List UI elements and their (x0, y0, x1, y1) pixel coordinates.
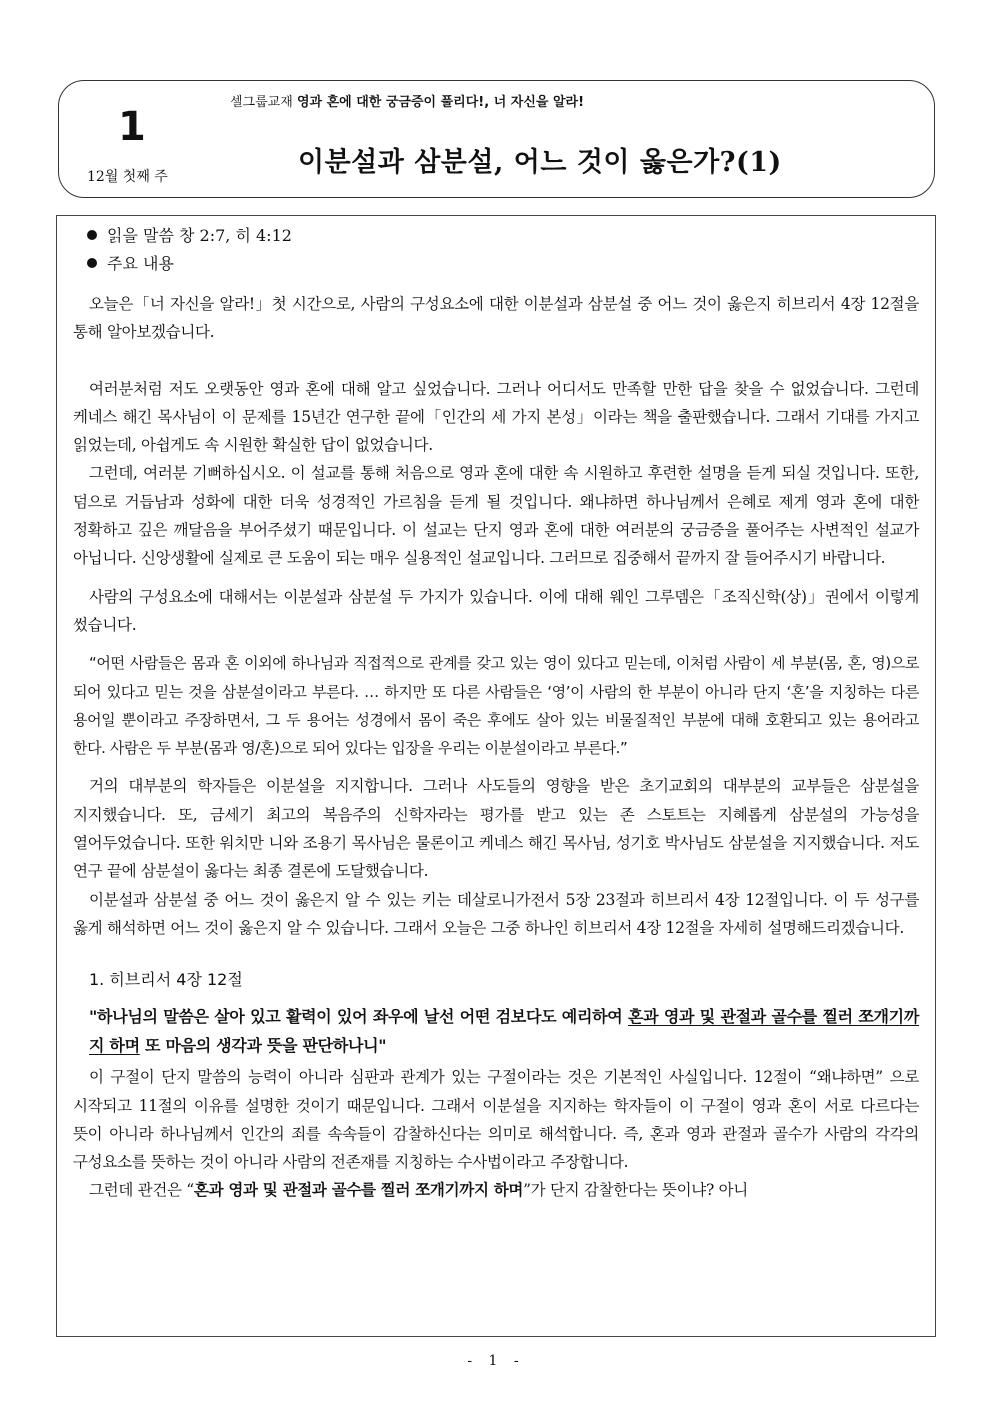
paragraph-3: 그런데, 여러분 기뻐하십시오. 이 설교를 통해 처음으로 영과 혼에 대한 속 시원하고 후련한 설명을 듣게 되실 것입니다. 또한, 덤으로 거듭남과 성화에 대한 더욱 성경적인 가르침을 듣게 될 것입니다. 왜냐하면 하나님께서 은혜로 제게 영과 혼에 대한 정확하고 깊은 깨달음을 부어주셨기 때문입니다. 이 설교는 단지 영과 혼에 대한 여러분의 궁금증을 풀어주는 사변적인 설교가 아닙니다. 신앙생활에 실제로 큰 도움이 되는 매우 실용적인 설교입니다. 그러므로 집중해서 끝까지 잘 들어주시기 바랍니다. (73, 464, 919, 568)
last-start: 그런데 관건은 “ (89, 1181, 194, 1200)
paragraph-2: 여러분처럼 저도 오랫동안 영과 혼에 대해 알고 싶었습니다. 그러나 어디서도 만족할 만한 답을 찾을 수 없었습니다. 그런데 케네스 해긴 목사님이 이 문제를 15년간 연구한 끝에「인간의 세 가지 본성」이라는 책을 출판했습니다. 그래서 기대를 가지고 읽었는데, 아쉽게도 속 시원한 확실한 답이 없었습니다. (73, 379, 919, 455)
quote-grudem: “어떤 사람들은 몸과 혼 이외에 하나님과 직접적으로 관계를 갖고 있는 영이 있다고 믿는데, 이처럼 사람이 세 부분(몸, 혼, 영)으로 되어 있다고 믿는 것을 삼분설이라고 부른다. … 하지만 또 다른 사람들은 ‘영’이 사람의 한 부분이 아니라 단지 ‘혼’을 지칭하는 다른 용어일 뿐이라고 주장하면서, 그 두 용어는 성경에서 몸이 죽은 후에도 살아 있는 비물질적인 부분에 대해 호환되고 있는 용어라고 한다. 사람은 두 부분(몸과 영/혼)으로 되어 있다는 입장을 우리는 이분설이라고 부른다.” (73, 654, 919, 758)
bullet-value: 창 2:7, 히 4:12 (179, 226, 292, 245)
bullet-reading (87, 222, 919, 250)
paragraph-7: 이 구절이 단지 말씀의 능력이 아니라 심판과 관계가 있는 구절이라는 것은 기본적인 사실입니다. 12절이 “왜냐하면” 으로 시작되고 11절의 이유를 설명한 것이기 때문입니다. 그래서 이분설을 지지하는 학자들이 이 구절이 영과 혼이 서로 다르다는 뜻이 아니라 하나님께서 인간의 죄를 속속들이 감찰하신다는 의미로 해석합니다. 즉, 혼과 영과 관절과 골수가 사람의 각각의 구성요소를 뜻하는 것이 아니라 사람의 전존재를 지칭하는 수사법이라고 주장합니다. (73, 1068, 919, 1172)
paragraph-intro: 오늘은「너 자신을 알라!」첫 시간으로, 사람의 구성요소에 대한 이분설과 삼분설 중 어느 것이 옳은지 히브리서 4장 12절을 통해 알아보겠습니다. (73, 295, 919, 342)
verse-part-2: 또 마음의 생각과 뜻을 판단하나니" (139, 1036, 387, 1056)
series-prefix: 셀그룹교재 (230, 95, 297, 110)
bullet-label: 주요 내용 (107, 254, 174, 273)
last-bold: 혼과 영과 및 관절과 골수를 찔러 쪼개기까지 하며 (193, 1180, 524, 1200)
paragraph-5: 거의 대부분의 학자들은 이분설을 지지합니다. 그러나 사도들의 영향을 받은 초기교회의 대부분의 교부들은 삼분설을 지지했습니다. 또, 금세기 최고의 복음주의 신학자라는 평가를 받고 있는 존 스토트는 지혜롭게 삼분설의 가능성을 열어두었습니다. 또한 워치만 니와 조용기 목사님은 물론이고 케네스 해긴 목사님, 성기호 박사님도 삼분설을 지지했습니다. 저도 연구 끝에 삼분설이 옳다는 최종 결론에 도달했습니다. (73, 777, 919, 881)
paragraph-8 (73, 1176, 919, 1204)
series-title (230, 91, 584, 110)
bullet-main-content (87, 250, 919, 278)
verse-underlined: 혼과 영과 및 관절과 골수를 찔러 쪼개기까지 하며 (89, 1007, 919, 1056)
paragraph-4: 사람의 구성요소에 대해서는 이분설과 삼분설 두 가지가 있습니다. 이에 대해 웨인 그루뎀은「조직신학(상)」권에서 이렇게 썼습니다. (73, 587, 919, 634)
last-end: ”가 단지 감찰한다는 뜻이냐? 아니 (523, 1181, 748, 1200)
bullet-label: 읽을 말씀 (107, 226, 179, 245)
bullet-icon (87, 258, 97, 268)
content-box (56, 215, 936, 1337)
page-title: 이분설과 삼분설, 어느 것이 옳은가?(1) (298, 147, 782, 178)
week-label: 12월 첫째 주 (87, 169, 168, 185)
bullet-icon (87, 230, 97, 240)
paragraph-6: 이분설과 삼분설 중 어느 것이 옳은지 알 수 있는 키는 데살로니가전서 5장 23절과 히브리서 4장 12절입니다. 이 두 성구를 옳게 해석하면 어느 것이 옳은지 알 수 있습니다. 그래서 오늘은 그중 하나인 히브리서 4장 12절을 자세히 설명해드리겠습니다. (73, 890, 919, 937)
series-name: 영과 혼에 대한 궁금증이 풀리다!, 너 자신을 알라! (296, 95, 585, 110)
lesson-number: 1 (118, 104, 146, 150)
section-heading: 1. 히브리서 4장 12절 (89, 970, 243, 990)
verse-heb-4-12 (73, 1002, 919, 1060)
page-number: - 1 - (467, 1353, 525, 1369)
verse-part-1: "하나님의 말씀은 살아 있고 활력이 있어 좌우에 날선 어떤 검보다도 예리하여 (89, 1007, 628, 1027)
